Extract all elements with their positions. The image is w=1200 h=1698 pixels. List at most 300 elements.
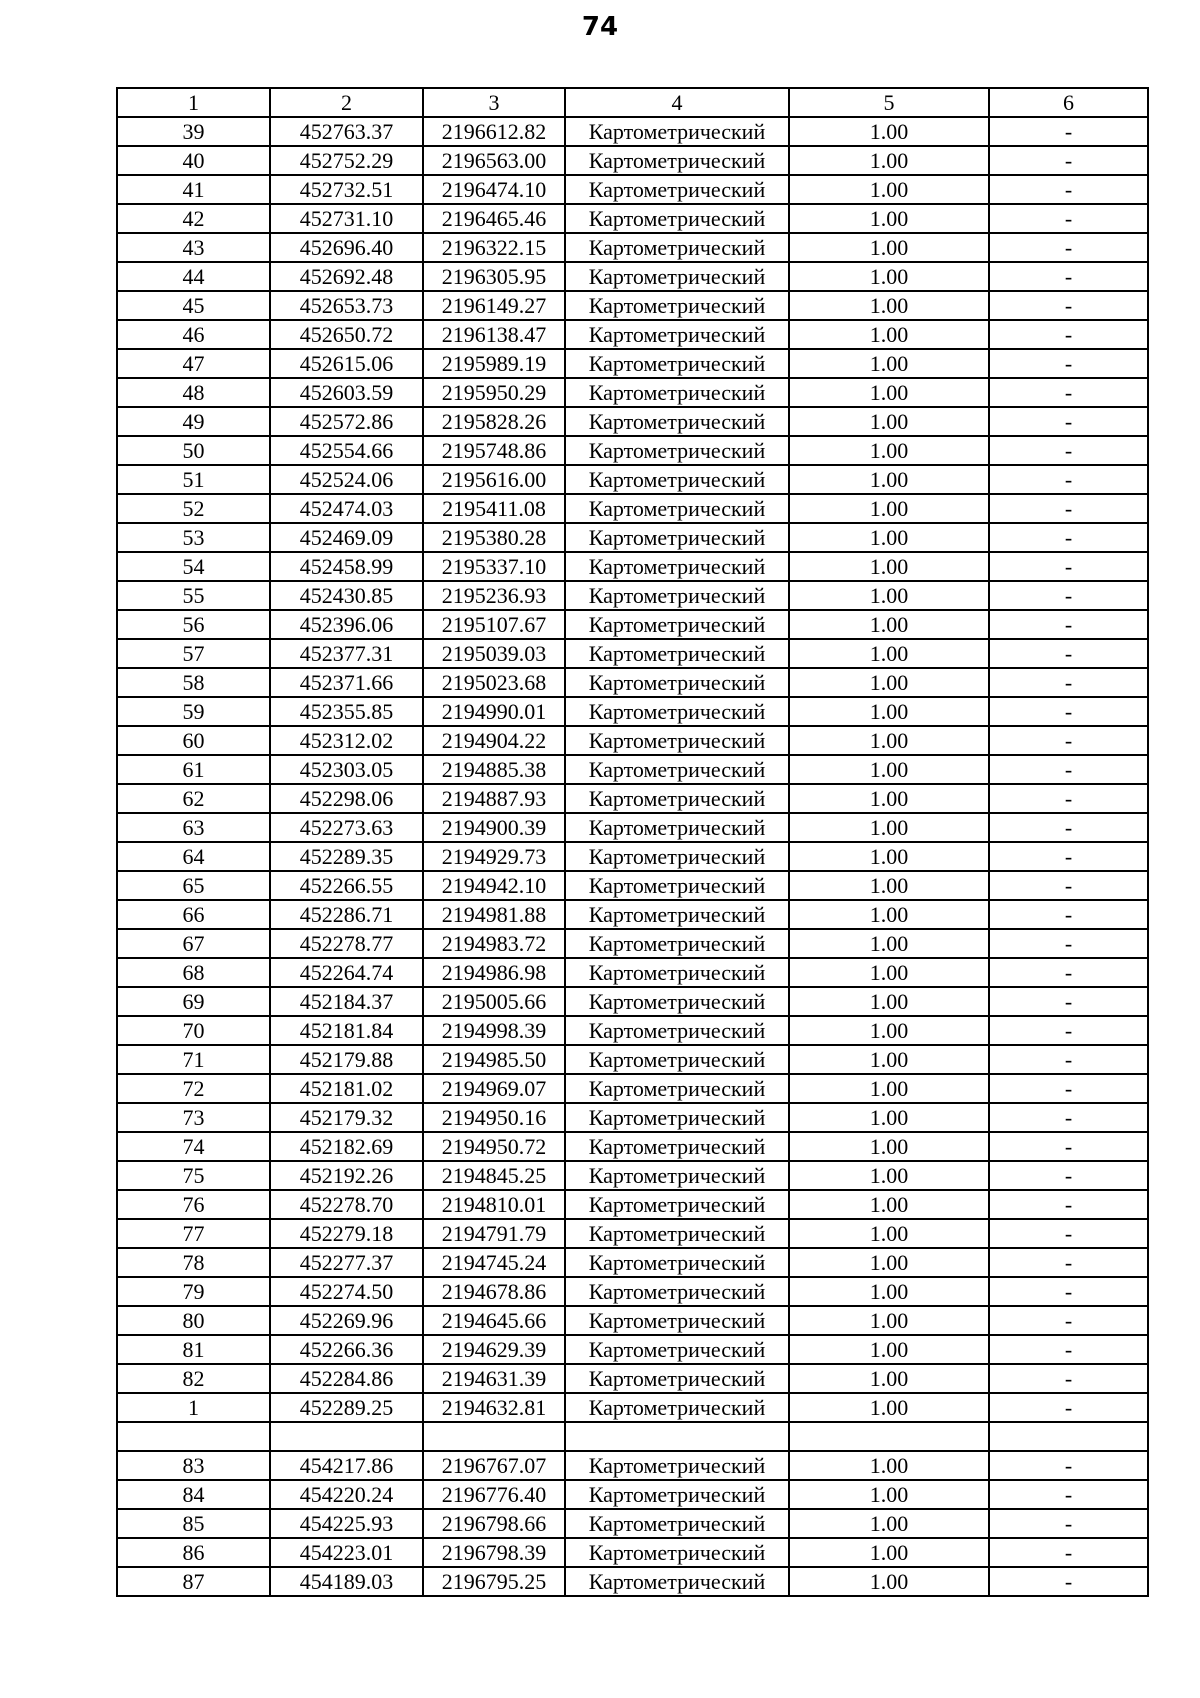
note-cell: - (989, 1480, 1148, 1509)
y-coordinate-cell: 2195236.93 (423, 581, 565, 610)
note-cell: - (989, 436, 1148, 465)
accuracy-cell: 1.00 (789, 697, 989, 726)
point-number-cell: 41 (117, 175, 270, 204)
method-cell: Картометрический (565, 1567, 789, 1596)
y-coordinate-cell: 2196138.47 (423, 320, 565, 349)
accuracy-cell: 1.00 (789, 465, 989, 494)
table-row (117, 1422, 1148, 1451)
note-cell: - (989, 1219, 1148, 1248)
y-coordinate-cell: 2195411.08 (423, 494, 565, 523)
note-cell: - (989, 523, 1148, 552)
table-row (117, 465, 1148, 494)
accuracy-cell: 1.00 (789, 1451, 989, 1480)
table-row (117, 813, 1148, 842)
method-cell: Картометрический (565, 1161, 789, 1190)
x-coordinate-cell: 452184.37 (270, 987, 423, 1016)
point-number-cell: 59 (117, 697, 270, 726)
x-coordinate-cell: 452554.66 (270, 436, 423, 465)
accuracy-cell: 1.00 (789, 610, 989, 639)
x-coordinate-cell: 452278.70 (270, 1190, 423, 1219)
method-cell: Картометрический (565, 378, 789, 407)
x-coordinate-cell: 452279.18 (270, 1219, 423, 1248)
method-cell: Картометрический (565, 639, 789, 668)
x-coordinate-cell: 452266.36 (270, 1335, 423, 1364)
x-coordinate-cell: 452572.86 (270, 407, 423, 436)
x-coordinate-cell: 452269.96 (270, 1306, 423, 1335)
table-row (117, 784, 1148, 813)
note-cell: - (989, 1016, 1148, 1045)
y-coordinate-cell: 2194678.86 (423, 1277, 565, 1306)
y-coordinate-cell: 2195023.68 (423, 668, 565, 697)
note-cell: - (989, 175, 1148, 204)
x-coordinate-cell: 452458.99 (270, 552, 423, 581)
note-cell: - (989, 291, 1148, 320)
table-row (117, 552, 1148, 581)
point-number-cell: 61 (117, 755, 270, 784)
point-number-cell: 72 (117, 1074, 270, 1103)
accuracy-cell: 1.00 (789, 378, 989, 407)
accuracy-cell: 1.00 (789, 668, 989, 697)
table-row (117, 871, 1148, 900)
method-cell: Картометрический (565, 987, 789, 1016)
note-cell: - (989, 900, 1148, 929)
note-cell: - (989, 726, 1148, 755)
accuracy-cell: 1.00 (789, 291, 989, 320)
accuracy-cell: 1.00 (789, 1074, 989, 1103)
note-cell: - (989, 871, 1148, 900)
y-coordinate-cell: 2196795.25 (423, 1567, 565, 1596)
table-row (117, 204, 1148, 233)
point-number-cell: 67 (117, 929, 270, 958)
point-number-cell: 81 (117, 1335, 270, 1364)
note-cell: - (989, 987, 1148, 1016)
note-cell: - (989, 813, 1148, 842)
y-coordinate-cell: 2194929.73 (423, 842, 565, 871)
note-cell: - (989, 1103, 1148, 1132)
point-number-cell: 54 (117, 552, 270, 581)
point-number-cell: 40 (117, 146, 270, 175)
table-row (117, 900, 1148, 929)
x-coordinate-cell: 452192.26 (270, 1161, 423, 1190)
point-number-cell: 57 (117, 639, 270, 668)
note-cell: - (989, 1364, 1148, 1393)
method-cell: Картометрический (565, 1132, 789, 1161)
note-cell: - (989, 1538, 1148, 1567)
note-cell: - (989, 639, 1148, 668)
method-cell: Картометрический (565, 349, 789, 378)
method-cell: Картометрический (565, 871, 789, 900)
x-coordinate-cell: 452264.74 (270, 958, 423, 987)
y-coordinate-cell: 2194900.39 (423, 813, 565, 842)
table-row (117, 1364, 1148, 1393)
table-row (117, 987, 1148, 1016)
x-coordinate-cell: 452524.06 (270, 465, 423, 494)
x-coordinate-cell: 452181.84 (270, 1016, 423, 1045)
accuracy-cell: 1.00 (789, 117, 989, 146)
note-cell: - (989, 204, 1148, 233)
x-coordinate-cell: 452289.35 (270, 842, 423, 871)
method-cell: Картометрический (565, 755, 789, 784)
header-cell: 3 (423, 88, 565, 117)
point-number-cell: 60 (117, 726, 270, 755)
note-cell: - (989, 1306, 1148, 1335)
y-coordinate-cell: 2195950.29 (423, 378, 565, 407)
y-coordinate-cell: 2194745.24 (423, 1248, 565, 1277)
x-coordinate-cell: 452182.69 (270, 1132, 423, 1161)
table-row (117, 1074, 1148, 1103)
y-coordinate-cell: 2196474.10 (423, 175, 565, 204)
x-coordinate-cell: 452603.59 (270, 378, 423, 407)
table-row (117, 523, 1148, 552)
table-row (117, 407, 1148, 436)
point-number-cell: 70 (117, 1016, 270, 1045)
point-number-cell: 78 (117, 1248, 270, 1277)
method-cell: Картометрический (565, 233, 789, 262)
table-row (117, 1509, 1148, 1538)
note-cell: - (989, 552, 1148, 581)
table-row (117, 697, 1148, 726)
accuracy-cell: 1.00 (789, 987, 989, 1016)
point-number-cell: 43 (117, 233, 270, 262)
table-row (117, 1045, 1148, 1074)
note-cell: - (989, 494, 1148, 523)
point-number-cell: 87 (117, 1567, 270, 1596)
y-coordinate-cell: 2196563.00 (423, 146, 565, 175)
point-number-cell: 86 (117, 1538, 270, 1567)
accuracy-cell: 1.00 (789, 842, 989, 871)
point-number-cell: 68 (117, 958, 270, 987)
table-row (117, 378, 1148, 407)
y-coordinate-cell: 2194950.16 (423, 1103, 565, 1132)
accuracy-cell: 1.00 (789, 320, 989, 349)
point-number-cell: 49 (117, 407, 270, 436)
method-cell: Картометрический (565, 610, 789, 639)
header-cell: 5 (789, 88, 989, 117)
table-row (117, 117, 1148, 146)
point-number-cell: 75 (117, 1161, 270, 1190)
note-cell: - (989, 146, 1148, 175)
point-number-cell: 69 (117, 987, 270, 1016)
accuracy-cell: 1.00 (789, 1190, 989, 1219)
point-number-cell: 63 (117, 813, 270, 842)
accuracy-cell: 1.00 (789, 349, 989, 378)
table-row (117, 1190, 1148, 1219)
x-coordinate-cell: 452355.85 (270, 697, 423, 726)
y-coordinate-cell: 2194629.39 (423, 1335, 565, 1364)
method-cell: Картометрический (565, 1306, 789, 1335)
point-number-cell: 45 (117, 291, 270, 320)
accuracy-cell: 1.00 (789, 1480, 989, 1509)
method-cell: Картометрический (565, 1480, 789, 1509)
accuracy-cell: 1.00 (789, 726, 989, 755)
note-cell: - (989, 755, 1148, 784)
x-coordinate-cell: 452732.51 (270, 175, 423, 204)
x-coordinate-cell: 452298.06 (270, 784, 423, 813)
accuracy-cell: 1.00 (789, 1393, 989, 1422)
method-cell: Картометрический (565, 146, 789, 175)
accuracy-cell: 1.00 (789, 958, 989, 987)
note-cell: - (989, 581, 1148, 610)
page-number: 74 (581, 12, 619, 42)
point-number-cell: 52 (117, 494, 270, 523)
accuracy-cell: 1.00 (789, 871, 989, 900)
method-cell: Картометрический (565, 1103, 789, 1132)
x-coordinate-cell: 452696.40 (270, 233, 423, 262)
accuracy-cell: 1.00 (789, 1306, 989, 1335)
table-row (117, 175, 1148, 204)
table-row (117, 1538, 1148, 1567)
y-coordinate-cell: 2194990.01 (423, 697, 565, 726)
note-cell: - (989, 262, 1148, 291)
point-number-cell: 64 (117, 842, 270, 871)
method-cell: Картометрический (565, 552, 789, 581)
table-row (117, 320, 1148, 349)
x-coordinate-cell: 454217.86 (270, 1451, 423, 1480)
x-coordinate-cell: 452289.25 (270, 1393, 423, 1422)
point-number-cell: 42 (117, 204, 270, 233)
y-coordinate-cell: 2194904.22 (423, 726, 565, 755)
y-coordinate-cell: 2195748.86 (423, 436, 565, 465)
table-body (117, 88, 1148, 1596)
method-cell: Картометрический (565, 1219, 789, 1248)
table-row (117, 1567, 1148, 1596)
note-cell: - (989, 929, 1148, 958)
note-cell: - (989, 465, 1148, 494)
table-row (117, 1248, 1148, 1277)
x-coordinate-cell: 452615.06 (270, 349, 423, 378)
point-number-cell: 53 (117, 523, 270, 552)
method-cell: Картометрический (565, 1016, 789, 1045)
y-coordinate-cell: 2194645.66 (423, 1306, 565, 1335)
note-cell: - (989, 1451, 1148, 1480)
accuracy-cell: 1.00 (789, 755, 989, 784)
point-number-cell: 79 (117, 1277, 270, 1306)
accuracy-cell: 1.00 (789, 813, 989, 842)
y-coordinate-cell: 2194887.93 (423, 784, 565, 813)
method-cell: Картометрический (565, 204, 789, 233)
note-cell: - (989, 407, 1148, 436)
method-cell: Картометрический (565, 813, 789, 842)
note-cell: - (989, 349, 1148, 378)
accuracy-cell: 1.00 (789, 1335, 989, 1364)
table-row (117, 1480, 1148, 1509)
accuracy-cell: 1.00 (789, 581, 989, 610)
note-cell: - (989, 117, 1148, 146)
table-row (117, 668, 1148, 697)
accuracy-cell: 1.00 (789, 1364, 989, 1393)
accuracy-cell: 1.00 (789, 1161, 989, 1190)
note-cell: - (989, 233, 1148, 262)
method-cell: Картометрический (565, 900, 789, 929)
method-cell (565, 1422, 789, 1451)
point-number-cell: 47 (117, 349, 270, 378)
x-coordinate-cell: 452303.05 (270, 755, 423, 784)
y-coordinate-cell: 2194985.50 (423, 1045, 565, 1074)
accuracy-cell: 1.00 (789, 900, 989, 929)
accuracy-cell: 1.00 (789, 1277, 989, 1306)
method-cell: Картометрический (565, 291, 789, 320)
accuracy-cell: 1.00 (789, 204, 989, 233)
accuracy-cell: 1.00 (789, 1248, 989, 1277)
note-cell (989, 1422, 1148, 1451)
x-coordinate-cell: 452377.31 (270, 639, 423, 668)
method-cell: Картометрический (565, 1451, 789, 1480)
x-coordinate-cell: 452430.85 (270, 581, 423, 610)
table-row (117, 1161, 1148, 1190)
coordinates-table (116, 87, 1149, 1597)
note-cell: - (989, 320, 1148, 349)
note-cell: - (989, 842, 1148, 871)
accuracy-cell: 1.00 (789, 1103, 989, 1132)
point-number-cell: 56 (117, 610, 270, 639)
point-number-cell: 65 (117, 871, 270, 900)
x-coordinate-cell: 452266.55 (270, 871, 423, 900)
method-cell: Картометрический (565, 784, 789, 813)
y-coordinate-cell: 2195380.28 (423, 523, 565, 552)
y-coordinate-cell: 2196798.66 (423, 1509, 565, 1538)
x-coordinate-cell: 452763.37 (270, 117, 423, 146)
accuracy-cell: 1.00 (789, 1016, 989, 1045)
header-cell: 6 (989, 88, 1148, 117)
y-coordinate-cell: 2195039.03 (423, 639, 565, 668)
accuracy-cell: 1.00 (789, 262, 989, 291)
point-number-cell: 84 (117, 1480, 270, 1509)
y-coordinate-cell: 2194986.98 (423, 958, 565, 987)
y-coordinate-cell: 2195989.19 (423, 349, 565, 378)
y-coordinate-cell: 2194845.25 (423, 1161, 565, 1190)
point-number-cell: 1 (117, 1393, 270, 1422)
point-number-cell: 39 (117, 117, 270, 146)
header-row (117, 88, 1148, 117)
method-cell: Картометрический (565, 494, 789, 523)
accuracy-cell: 1.00 (789, 233, 989, 262)
y-coordinate-cell: 2196776.40 (423, 1480, 565, 1509)
x-coordinate-cell: 452179.88 (270, 1045, 423, 1074)
method-cell: Картометрический (565, 929, 789, 958)
table-row (117, 1132, 1148, 1161)
x-coordinate-cell: 454220.24 (270, 1480, 423, 1509)
accuracy-cell: 1.00 (789, 784, 989, 813)
y-coordinate-cell: 2194950.72 (423, 1132, 565, 1161)
method-cell: Картометрический (565, 1538, 789, 1567)
header-cell: 4 (565, 88, 789, 117)
note-cell: - (989, 958, 1148, 987)
note-cell: - (989, 1567, 1148, 1596)
note-cell: - (989, 1335, 1148, 1364)
method-cell: Картометрический (565, 320, 789, 349)
method-cell: Картометрический (565, 1190, 789, 1219)
y-coordinate-cell: 2194998.39 (423, 1016, 565, 1045)
x-coordinate-cell: 452181.02 (270, 1074, 423, 1103)
accuracy-cell: 1.00 (789, 639, 989, 668)
point-number-cell: 46 (117, 320, 270, 349)
x-coordinate-cell: 452286.71 (270, 900, 423, 929)
table-row (117, 842, 1148, 871)
y-coordinate-cell: 2196612.82 (423, 117, 565, 146)
y-coordinate-cell: 2195828.26 (423, 407, 565, 436)
point-number-cell: 73 (117, 1103, 270, 1132)
y-coordinate-cell: 2195107.67 (423, 610, 565, 639)
method-cell: Картометрический (565, 523, 789, 552)
point-number-cell: 55 (117, 581, 270, 610)
note-cell: - (989, 1074, 1148, 1103)
y-coordinate-cell: 2194791.79 (423, 1219, 565, 1248)
note-cell: - (989, 1277, 1148, 1306)
point-number-cell: 74 (117, 1132, 270, 1161)
point-number-cell: 71 (117, 1045, 270, 1074)
y-coordinate-cell: 2196305.95 (423, 262, 565, 291)
table-row (117, 1393, 1148, 1422)
note-cell: - (989, 784, 1148, 813)
table-row (117, 262, 1148, 291)
x-coordinate-cell (270, 1422, 423, 1451)
table-row (117, 726, 1148, 755)
note-cell: - (989, 1509, 1148, 1538)
y-coordinate-cell: 2196767.07 (423, 1451, 565, 1480)
note-cell: - (989, 1045, 1148, 1074)
x-coordinate-cell: 452274.50 (270, 1277, 423, 1306)
accuracy-cell: 1.00 (789, 1045, 989, 1074)
x-coordinate-cell: 452284.86 (270, 1364, 423, 1393)
y-coordinate-cell: 2196149.27 (423, 291, 565, 320)
table-row (117, 1219, 1148, 1248)
accuracy-cell: 1.00 (789, 1132, 989, 1161)
x-coordinate-cell: 452650.72 (270, 320, 423, 349)
method-cell: Картометрический (565, 1074, 789, 1103)
note-cell: - (989, 1161, 1148, 1190)
x-coordinate-cell: 454189.03 (270, 1567, 423, 1596)
method-cell: Картометрический (565, 842, 789, 871)
method-cell: Картометрический (565, 1335, 789, 1364)
note-cell: - (989, 668, 1148, 697)
x-coordinate-cell: 452179.32 (270, 1103, 423, 1132)
note-cell: - (989, 610, 1148, 639)
accuracy-cell: 1.00 (789, 407, 989, 436)
x-coordinate-cell: 452278.77 (270, 929, 423, 958)
x-coordinate-cell: 452312.02 (270, 726, 423, 755)
method-cell: Картометрический (565, 958, 789, 987)
note-cell: - (989, 1132, 1148, 1161)
point-number-cell: 83 (117, 1451, 270, 1480)
accuracy-cell: 1.00 (789, 146, 989, 175)
y-coordinate-cell: 2194810.01 (423, 1190, 565, 1219)
accuracy-cell: 1.00 (789, 436, 989, 465)
table-row (117, 1306, 1148, 1335)
y-coordinate-cell: 2196465.46 (423, 204, 565, 233)
accuracy-cell (789, 1422, 989, 1451)
accuracy-cell: 1.00 (789, 1219, 989, 1248)
point-number-cell: 80 (117, 1306, 270, 1335)
accuracy-cell: 1.00 (789, 1509, 989, 1538)
table-row (117, 349, 1148, 378)
point-number-cell: 58 (117, 668, 270, 697)
y-coordinate-cell: 2194981.88 (423, 900, 565, 929)
point-number-cell: 77 (117, 1219, 270, 1248)
point-number-cell (117, 1422, 270, 1451)
method-cell: Картометрический (565, 1277, 789, 1306)
table-row (117, 494, 1148, 523)
method-cell: Картометрический (565, 175, 789, 204)
y-coordinate-cell (423, 1422, 565, 1451)
method-cell: Картометрический (565, 1393, 789, 1422)
accuracy-cell: 1.00 (789, 494, 989, 523)
table-row (117, 755, 1148, 784)
x-coordinate-cell: 452653.73 (270, 291, 423, 320)
table-row (117, 1103, 1148, 1132)
x-coordinate-cell: 452692.48 (270, 262, 423, 291)
y-coordinate-cell: 2195005.66 (423, 987, 565, 1016)
table-row (117, 1451, 1148, 1480)
